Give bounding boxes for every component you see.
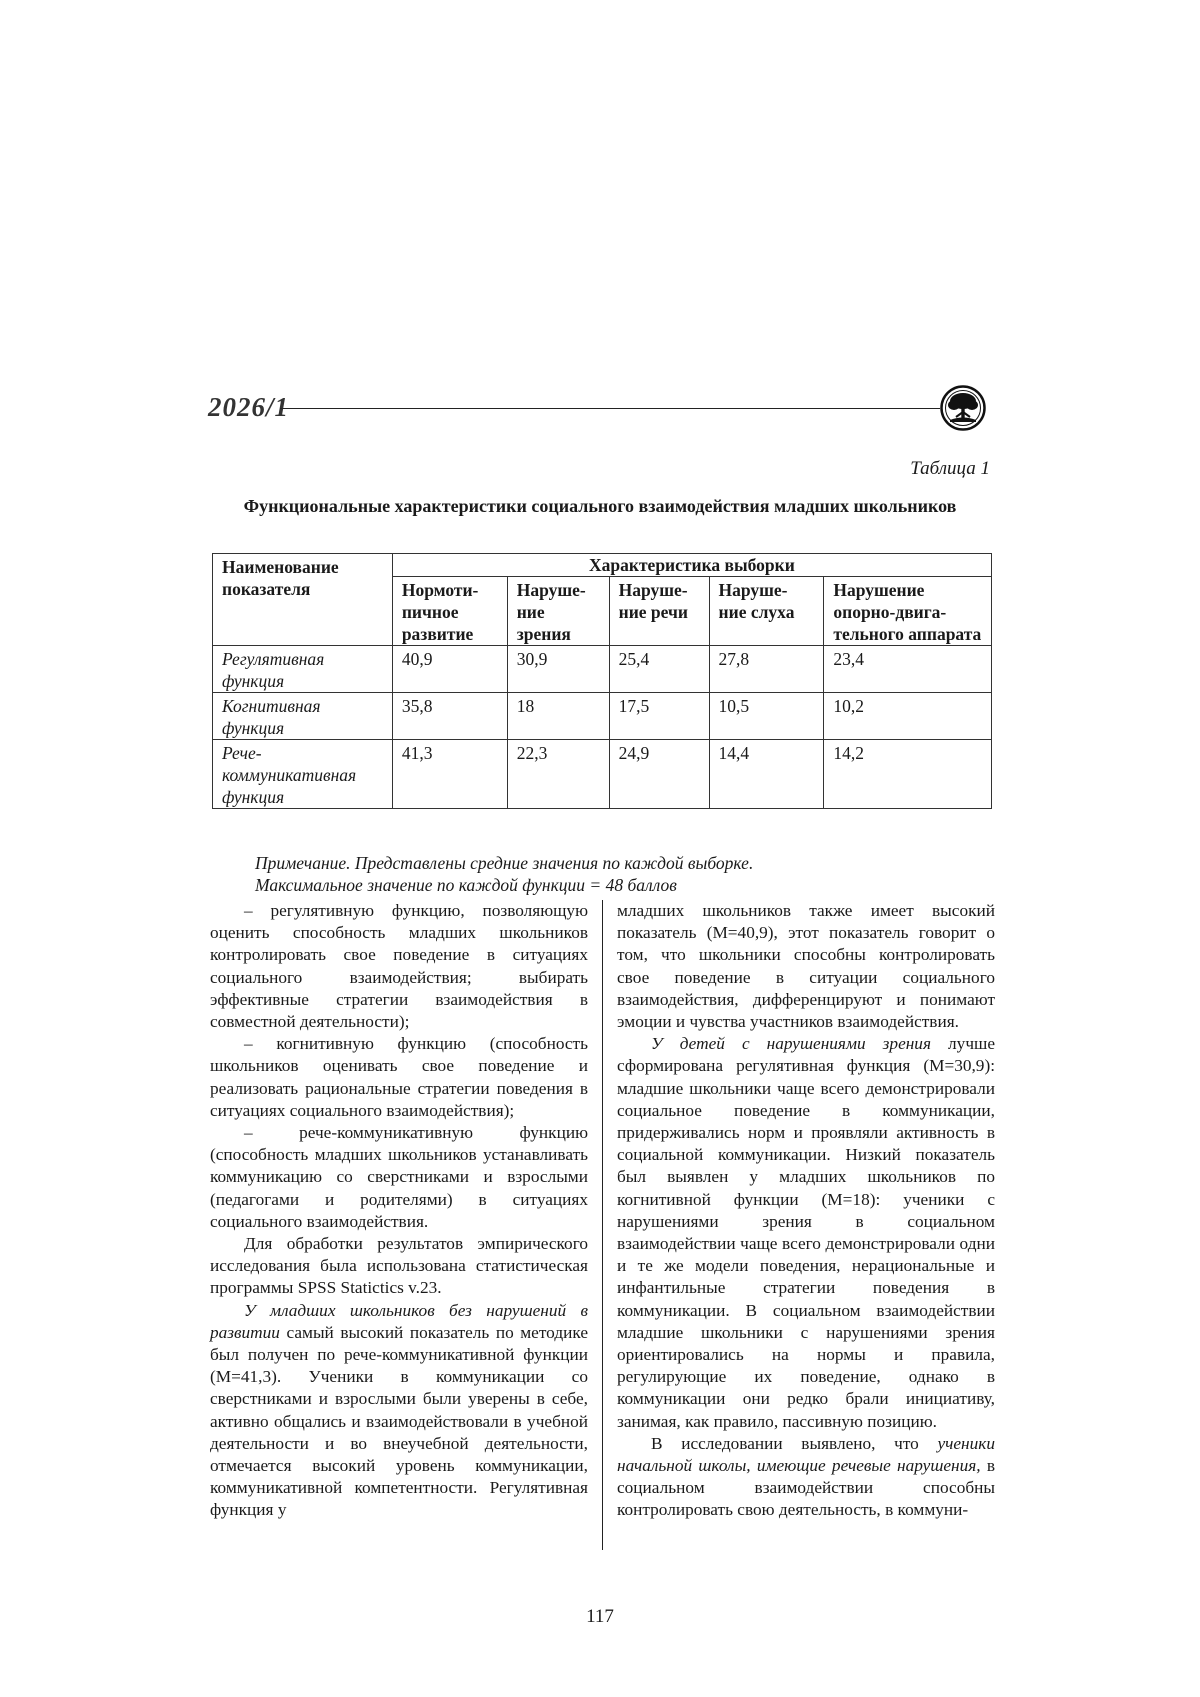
row-label: Рече-коммуникативная функция (213, 740, 393, 809)
table-cell: 35,8 (392, 693, 507, 740)
paragraph (617, 1433, 995, 1522)
table-cell: 40,9 (392, 646, 507, 693)
table-caption: Таблица 1 (910, 458, 990, 479)
column-header: Наруше-ние зрения (507, 577, 609, 646)
table-cell: 30,9 (507, 646, 609, 693)
header-indicator-name: Наименование показателя (213, 554, 393, 646)
data-table (212, 553, 992, 809)
column-divider (602, 900, 603, 1550)
table-cell: 25,4 (609, 646, 709, 693)
emphasis: У детей с нарушениями зрения (651, 1034, 931, 1054)
table-title: Функциональные характеристики социального взаимодействия младших школьников (243, 496, 957, 516)
header-rule (280, 408, 940, 409)
column-header: Наруше-ние речи (609, 577, 709, 646)
table-cell: 22,3 (507, 740, 609, 809)
paragraph (210, 1300, 588, 1522)
text-column-left (210, 900, 588, 1522)
emphasis: У младших школьников без нарушений в развитии (210, 1300, 588, 1342)
paragraph: – рече-коммуникативную функцию (способность младших школьников устанавливать коммуникацию со сверстниками и взрослыми (педагогами и родителями) в ситуациях социального взаимодействия. (210, 1123, 588, 1231)
paragraph (617, 1033, 995, 1433)
table-cell: 18 (507, 693, 609, 740)
table-cell: 23,4 (824, 646, 992, 693)
table-note-line: Примечание. Представлены средние значения по каждой выборке. (255, 853, 754, 873)
tree-emblem-icon (940, 385, 986, 431)
paragraph: Для обработки результатов эмпирического исследования была использована статистическая программы SPSS Statictics v.23. (210, 1234, 588, 1298)
paragraph-text: в социальном взаимодействии способны контролировать свою деятельность, в коммуни- (617, 1456, 995, 1520)
table-note-line: Максимальное значение по каждой функции = 48 баллов (255, 875, 677, 895)
table-cell: 10,2 (824, 693, 992, 740)
table-cell: 14,2 (824, 740, 992, 809)
page-number: 117 (586, 1606, 614, 1627)
paragraph-text: В исследовании выявлено, что (651, 1433, 938, 1453)
paragraph: – когнитивную функцию (способность школьников оценивать свое поведение и реализовать рациональные стратегии поведения в ситуациях социального взаимодействия); (210, 1034, 588, 1120)
paragraph: – регулятивную функцию, позволяющую оценить способность младших школьников контролировать свое поведение в ситуациях социального взаимодействия; выбирать эффективные стратегии взаимодействия в совместной деятельности); (210, 901, 588, 1032)
table-row (213, 646, 992, 693)
row-label: Регулятивная функция (213, 646, 393, 693)
header-sample-characteristic: Характеристика выборки (392, 554, 991, 577)
column-header: Наруше-ние слуха (709, 577, 824, 646)
table-cell: 24,9 (609, 740, 709, 809)
table-row (213, 693, 992, 740)
row-label: Когнитивная функция (213, 693, 393, 740)
table-cell: 41,3 (392, 740, 507, 809)
column-header: Нарушение опорно-двига-тельного аппарата (824, 577, 992, 646)
table-row (213, 740, 992, 809)
column-header: Нормоти-пичное развитие (392, 577, 507, 646)
table-note (255, 852, 753, 896)
paragraph: младших школьников также имеет высокий показатель (М=40,9), этот показатель говорит о том, что школьники способны контролировать свое поведение в ситуации социального взаимодействия, дифференцируют и понимают эмоции и чувства участников взаимодействия. (617, 901, 995, 1032)
issue-number: 2026/1 (208, 392, 290, 422)
table-cell: 14,4 (709, 740, 824, 809)
table-cell: 27,8 (709, 646, 824, 693)
table-cell: 17,5 (609, 693, 709, 740)
table-cell: 10,5 (709, 693, 824, 740)
paragraph-text: лучше сформирована регулятивная функция (М=30,9): младшие школьники чаще всего демонстрировали социальное поведение в коммуникации, придерживались норм и проявляли активность в социальной коммуникации. Низкий показатель был выявлен у младших школьников по когнитивной функции (М=18): ученики с нарушениями зрения в социальном взаимодействии чаще всего демонстрировали одни и те же модели поведения, нерациональные и инфантильные стратегии поведения в коммуникации. В социальном взаимодействии младшие школьники с нарушениями зрения ориентировались на нормы и правила, регулирующие их поведение, однако в коммуникации они редко брали инициативу, занимая, как правило, пассивную позицию. (617, 1034, 995, 1431)
paragraph-text: самый высокий показатель по методике был получен по рече-коммуникативной функции (М=41,3). Ученики в коммуникации со сверстниками и взрослыми были уверены в себе, активно общались и взаимодействовали в учебной деятельности и во внеучебной деятельности, отмечается высокий уровень коммуникации, коммуникативной компетентности. Регулятивная функция у (210, 1322, 588, 1520)
emphasis: ученики начальной школы, имеющие речевые нарушения, (617, 1433, 995, 1476)
text-column-right (617, 900, 995, 1522)
